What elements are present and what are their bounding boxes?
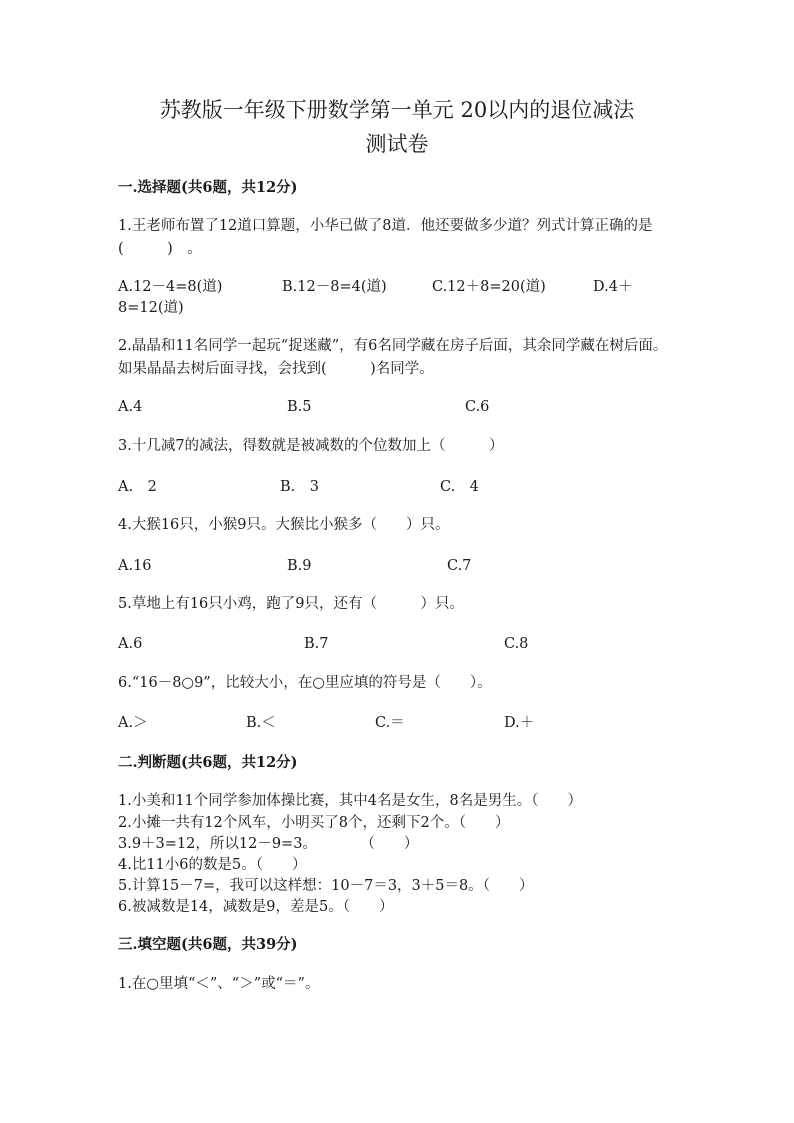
choice-question-6: 6.“16－8○9”，比较大小，在○里应填的符号是（ ）。 xyxy=(118,675,492,691)
judge-item-1: 1.小美和11个同学参加体操比赛，其中4名是女生，8名是男生。（ ） xyxy=(118,793,582,809)
choice-question-1: 1.王老师布置了12道口算题，小华已做了8道．他还要做多少道？列式计算正确的是( ) 。 xyxy=(118,218,653,257)
choice-question-5: 5.草地上有16只小鸡，跑了9只，还有（ ）只。 xyxy=(118,596,465,612)
choice-1-option-d: D.4＋ xyxy=(593,279,633,295)
choice-1-option-a: A.12－4=8(道) xyxy=(118,279,223,295)
choice-4-option-c: C.7 xyxy=(447,558,472,574)
choice-6-option-a: A.＞ xyxy=(118,715,148,731)
judge-item-5: 5.计算15－7=，我可以这样想：10－7＝3，3＋5＝8。（ ） xyxy=(118,878,534,894)
choice-question-4: 4.大猴16只，小猴9只。大猴比小猴多（ ）只。 xyxy=(118,517,450,533)
choice-2-option-b: B.5 xyxy=(287,399,312,415)
choice-question-3: 3.十几减7的减法，得数就是被减数的个位数加上（ ） xyxy=(118,438,504,454)
choice-3-option-b: B. 3 xyxy=(280,479,319,495)
choice-6-option-c: C.＝ xyxy=(375,715,405,731)
choice-question-2: 2.晶晶和11名同学一起玩“捉迷藏”，有6名同学藏在房子后面，其余同学藏在树后面。如果晶晶去树后面寻找，会找到( )名同学。 xyxy=(118,338,668,377)
choice-2-option-c: C.6 xyxy=(465,399,490,415)
choice-2-option-a: A.4 xyxy=(118,399,143,415)
title-line-2: 测试卷 xyxy=(365,132,429,156)
section-heading-fill: 三.填空题(共6题，共39分) xyxy=(118,936,298,953)
choice-6-option-b: B.＜ xyxy=(246,715,276,731)
choice-1-option-b: B.12－8=4(道) xyxy=(282,279,387,295)
section-heading-judge: 二.判断题(共6题，共12分) xyxy=(118,754,298,771)
judge-item-6: 6.被减数是14，减数是9，差是5。（ ） xyxy=(118,899,394,915)
choice-3-option-a: A. 2 xyxy=(118,479,157,495)
judge-item-2: 2.小摊一共有12个风车，小明买了8个，还剩下2个。（ ） xyxy=(118,815,510,831)
judge-item-3: 3.9＋3=12，所以12－9=3。 （ ） xyxy=(118,836,419,852)
section-heading-choice: 一.选择题(共6题，共12分) xyxy=(118,179,298,196)
choice-5-option-a: A.6 xyxy=(118,636,143,652)
choice-5-option-b: B.7 xyxy=(304,636,329,652)
choice-6-option-d: D.＋ xyxy=(504,715,535,731)
choice-1-option-d-cont: 8=12(道) xyxy=(118,300,184,316)
choice-1-option-c: C.12＋8=20(道) xyxy=(432,279,546,295)
choice-4-option-b: B.9 xyxy=(287,558,312,574)
choice-3-option-c: C. 4 xyxy=(440,479,479,495)
fill-item-1: 1.在○里填“＜”、“＞”或“＝”。 xyxy=(118,976,320,992)
choice-4-option-a: A.16 xyxy=(118,558,152,574)
choice-5-option-c: C.8 xyxy=(504,636,529,652)
judge-item-4: 4.比11小6的数是5。（ ） xyxy=(118,857,307,873)
title-line-1: 苏教版一年级下册数学第一单元 20以内的退位减法 xyxy=(159,98,635,122)
